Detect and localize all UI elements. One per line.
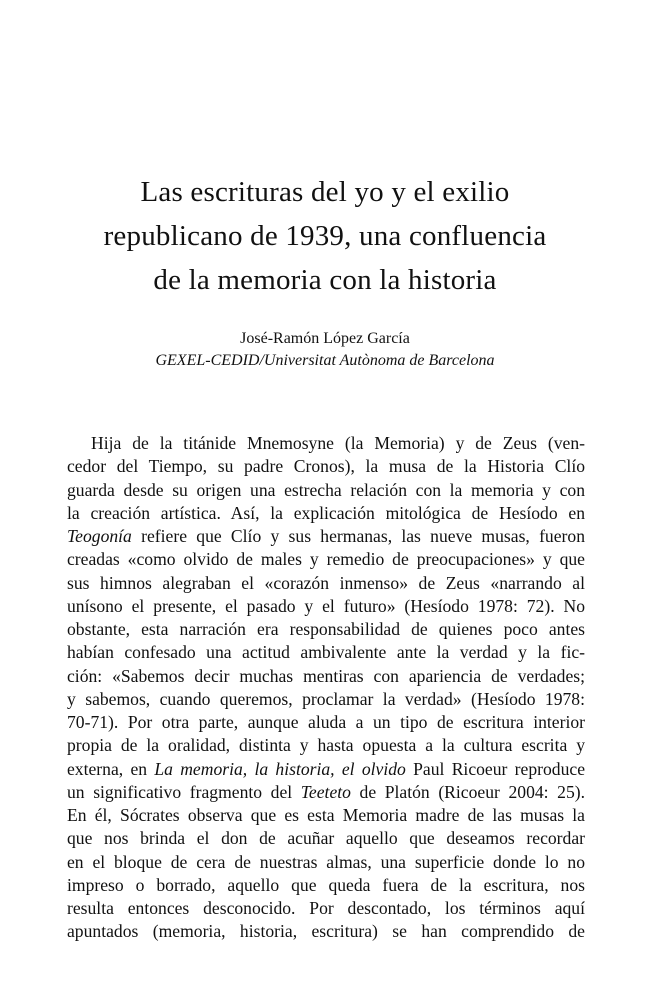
author-name: José-Ramón López García <box>240 330 410 347</box>
text-line: sus himnos alegraban el «corazón inmenso» de Zeus «narrando al <box>67 572 585 593</box>
text-line: unísono el presente, el pasado y el futuro» (Hesíodo 1978: 72). No <box>67 595 585 616</box>
text-line: En él, Sócrates observa que es esta Memoria madre de las musas la <box>67 805 585 825</box>
text-line: ción: «Sabemos decir muchas mentiras con apariencia de verdades; <box>67 665 585 686</box>
text-line: propia de la oralidad, distinta y hasta opuesta a la cultura escrita y <box>67 735 585 756</box>
text-line: que nos brinda el don de acuñar aquello que deseamos recordar <box>67 828 585 849</box>
text-line: creadas «como olvido de males y remedio de preocupaciones» y que <box>67 549 585 570</box>
text-line: guarda desde su origen una estrecha relación con la memoria y con <box>67 479 585 500</box>
book-title-teogonia: Teogonía <box>67 526 132 546</box>
text-line: cedor del Tiempo, su padre Cronos), la musa de la Historia Clío <box>67 456 585 477</box>
text-segment: refiere que Clío y sus hermanas, las nueve musas, fueron <box>131 526 585 546</box>
text-line: 70-71). Por otra parte, aunque aluda a un tipo de escritura interior <box>67 712 585 732</box>
text-line: apuntados (memoria, historia, escritura) se han comprendido de <box>67 921 585 942</box>
text-line: la creación artística. Así, la explicación mitológica de Hesíodo en <box>67 502 585 523</box>
book-title-ricoeur: La memoria, la historia, el olvido <box>154 758 406 779</box>
title-line: Las escrituras del yo y el exilio <box>140 176 510 208</box>
text-line <box>67 525 585 548</box>
author-affiliation: GEXEL-CEDID/Universitat Autònoma de Barcelona <box>155 352 495 369</box>
title-line: de la memoria con la historia <box>153 264 497 296</box>
text-segment: un significativo fragmento del <box>67 781 301 802</box>
body-paragraph <box>67 432 585 944</box>
text-line: impreso o borrado, aquello que queda fuera de la escritura, nos <box>67 874 585 895</box>
text-line <box>67 758 585 781</box>
text-segment: externa, en <box>67 758 155 779</box>
text-line: obstante, esta narración era responsabilidad de quienes poco antes <box>67 619 585 639</box>
book-title-teeteto: Teeteto <box>300 781 351 802</box>
text-line: habían confesado una actitud ambivalente ante la verdad y la fic- <box>67 642 585 663</box>
text-line: resulta entonces desconocido. Por descontado, los términos aquí <box>67 898 585 918</box>
text-line: Hija de la titánide Mnemosyne (la Memoria) y de Zeus (ven- <box>91 433 585 453</box>
chapter-title <box>60 170 590 302</box>
text-segment: Paul Ricoeur reproduce <box>405 758 586 779</box>
text-segment: de Platón (Ricoeur 2004: 25). <box>350 781 586 802</box>
title-line: republicano de 1939, una confluencia <box>103 220 547 252</box>
text-line: y sabemos, cuando queremos, proclamar la verdad» (Hesíodo 1978: <box>67 688 585 709</box>
text-line <box>67 781 585 804</box>
text-line: en el bloque de cera de nuestras almas, una superficie donde lo no <box>67 851 585 872</box>
